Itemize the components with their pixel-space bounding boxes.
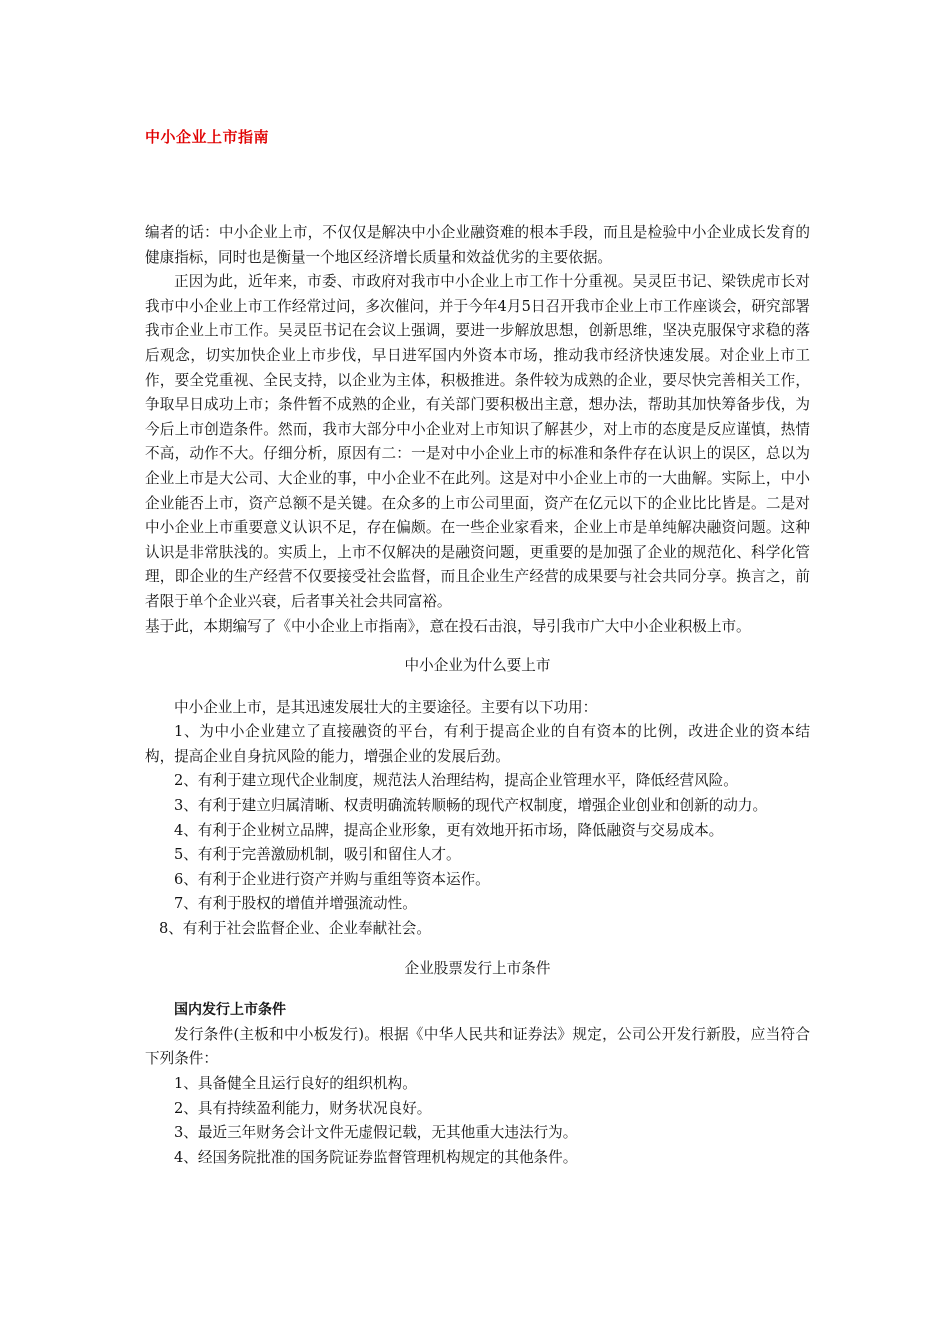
subheading-domestic: 国内发行上市条件 <box>174 1002 286 1019</box>
list-item: 4、有利于企业树立品牌，提高企业形象，更有效地开拓市场，降低融资与交易成本。 <box>174 821 724 839</box>
editor-note-paragraph: 编者的话：中小企业上市，不仅仅是解决中小企业融资难的根本手段，而且是检验中小企业成长发育的健康指标，同时也是衡量一个地区经济增长质量和效益优劣的主要依据。 <box>145 224 810 266</box>
document-body <box>145 221 810 1170</box>
intro-closing-paragraph: 基于此，本期编写了《中小企业上市指南》，意在投石击浪，导引我市广大中小企业积极上市。 <box>145 617 751 635</box>
list-item: 3、有利于建立归属清晰、权责明确流转顺畅的现代产权制度，增强企业创业和创新的动力。 <box>174 797 768 815</box>
list-item: 4、经国务院批准的国务院证券监督管理机构规定的其他条件。 <box>174 1148 578 1166</box>
list-item: 2、具有持续盈利能力，财务状况良好。 <box>174 1099 432 1117</box>
list-item: 2、有利于建立现代企业制度，规范法人治理结构，提高企业管理水平，降低经营风险。 <box>174 772 738 790</box>
intro-paragraph: 正因为此，近年来，市委、市政府对我市中小企业上市工作十分重视。吴灵臣书记、梁铁虎市长对我市中小企业上市工作经常过问，多次催问，并于今年4月5日召开我市企业上市工作座谈会，研究部署我市企业上市工作。吴灵臣书记在会议上强调，要进一步解放思想，创新思维，坚决克服保守求稳的落后观念，切实加快企业上市步伐，早日进军国内外资本市场，推动我市经济快速发展。对企业上市工作，要全党重视、全民支持，以企业为主体，积极推进。条件较为成熟的企业，要尽快完善相关工作，争取早日成功上市；条件暂不成熟的企业，有关部门要积极出主意，想办法，帮助其加快筹备步伐，为今后上市创造条件。然而，我市大部分中小企业对上市知识了解甚少，对上市的态度是反应谨慎，热情不高，动作不大。仔细分析，原因有二：一是对中小企业上市的标准和条件存在认识上的误区，总以为企业上市是大公司、大企业的事，中小企业不在此列。这是对中小企业上市的一大曲解。实际上，中小企业能否上市，资产总额不是关键。在众多的上市公司里面，资产在亿元以下的企业比比皆是。二是对中小企业上市重要意义认识不足，存在偏颇。在一些企业家看来，企业上市是单纯解决融资问题。这种认识是非常肤浅的。实质上，上市不仅解决的是融资问题，更重要的是加强了企业的规范化、科学化管理，即企业的生产经营不仅要接受社会监督，而且企业生产经营的成果要与社会共同分享。换言之，前者限于单个企业兴衰，后者事关社会共同富裕。 <box>145 273 810 610</box>
list-item: 1、具备健全且运行良好的组织机构。 <box>174 1075 417 1092</box>
list-item: 1、为中小企业建立了直接融资的平台，有利于提高企业的自有资本的比例，改进企业的资本结构，提高企业自身抗风险的能力，增强企业的发展后劲。 <box>145 723 810 765</box>
section-heading-listing-conditions: 企业股票发行上市条件 <box>404 959 551 977</box>
section-heading-why-list: 中小企业为什么要上市 <box>404 657 551 675</box>
list-item: 8、有利于社会监督企业、企业奉献社会。 <box>159 920 431 938</box>
list-item: 5、有利于完善激励机制，吸引和留住人才。 <box>174 846 461 864</box>
section2-lead: 发行条件(主板和中小板发行)。根据《中华人民共和证券法》规定，公司公开发行新股，应当符合下列条件： <box>145 1025 810 1068</box>
list-item: 7、有利于股权的增值并增强流动性。 <box>174 895 417 913</box>
list-item: 3、最近三年财务会计文件无虚假记载，无其他重大违法行为。 <box>174 1124 578 1142</box>
section1-lead: 中小企业上市，是其迅速发展壮大的主要途径。主要有以下功用： <box>174 698 598 716</box>
document-title: 中小企业上市指南 <box>145 128 270 146</box>
list-item: 6、有利于企业进行资产并购与重组等资本运作。 <box>174 870 490 888</box>
